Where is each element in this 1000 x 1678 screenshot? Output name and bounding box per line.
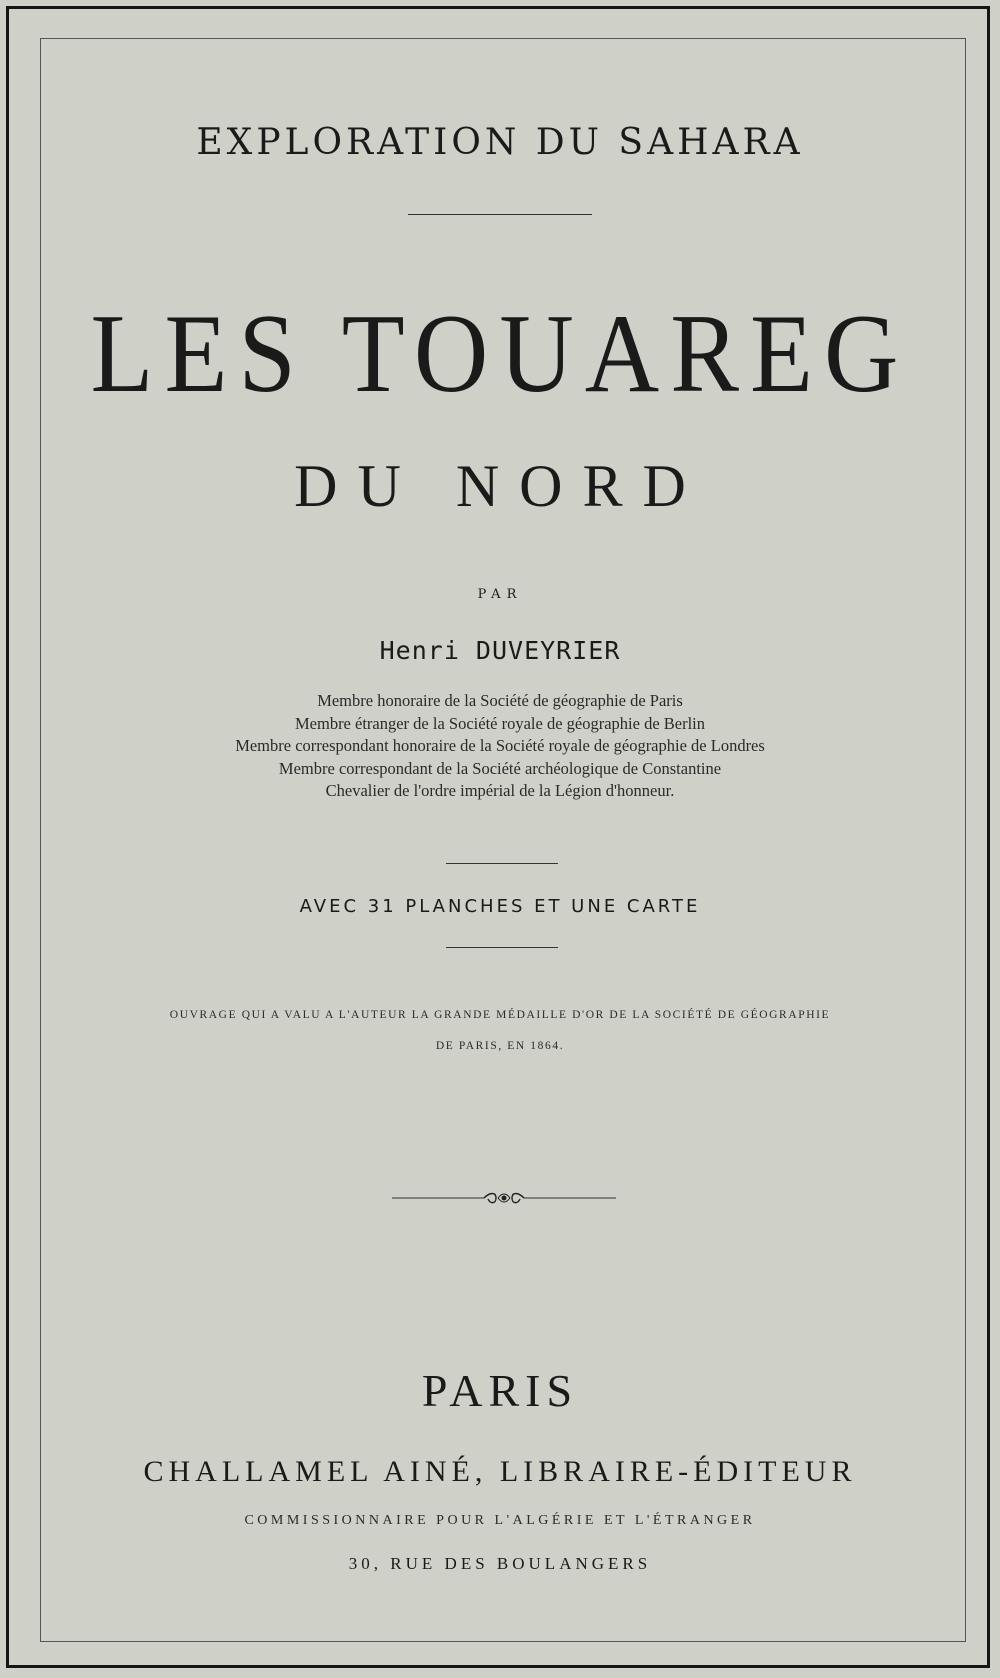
credential-line: Membre honoraire de la Société de géographie de Paris bbox=[317, 691, 683, 710]
book-title: LES TOUAREG bbox=[90, 292, 910, 416]
publisher-address: 30, RUE DES BOULANGERS bbox=[348, 1554, 652, 1573]
by-label: PAR bbox=[477, 587, 523, 602]
credential-line: Chevalier de l'ordre impérial de la Légion d'honneur. bbox=[325, 781, 675, 800]
publisher-role: COMMISSIONNAIRE POUR L'ALGÉRIE ET L'ÉTRANGER bbox=[244, 1513, 756, 1528]
author-credentials bbox=[0, 690, 1000, 803]
author-name: Henri DUVEYRIER bbox=[379, 636, 621, 665]
rule-divider-top bbox=[408, 214, 592, 215]
publication-city: PARIS bbox=[421, 1365, 579, 1416]
book-subtitle: DU NORD bbox=[294, 453, 706, 519]
credential-line: Membre étranger de la Société royale de géographie de Berlin bbox=[294, 713, 706, 733]
publisher-name: CHALLAMEL AINÉ, LIBRAIRE-ÉDITEUR bbox=[143, 1455, 857, 1488]
illustrations-note: AVEC 31 PLANCHES ET UNE CARTE bbox=[299, 896, 701, 917]
ornament-divider-icon bbox=[392, 1186, 616, 1210]
award-note bbox=[0, 1000, 1000, 1062]
rule-divider-lower bbox=[446, 947, 558, 948]
award-note-line: DE PARIS, EN 1864. bbox=[435, 1040, 565, 1052]
credential-line: Membre correspondant de la Société archéologique de Constantine bbox=[278, 758, 722, 778]
series-title: EXPLORATION DU SAHARA bbox=[196, 122, 804, 163]
rule-divider-middle bbox=[446, 863, 558, 864]
award-note-line: OUVRAGE QUI A VALU A L'AUTEUR LA GRANDE MÉDAILLE D'OR DE LA SOCIÉTÉ DE GÉOGRAPHIE bbox=[169, 1009, 831, 1021]
credential-line: Membre correspondant honoraire de la Société royale de géographie de Londres bbox=[235, 736, 765, 755]
